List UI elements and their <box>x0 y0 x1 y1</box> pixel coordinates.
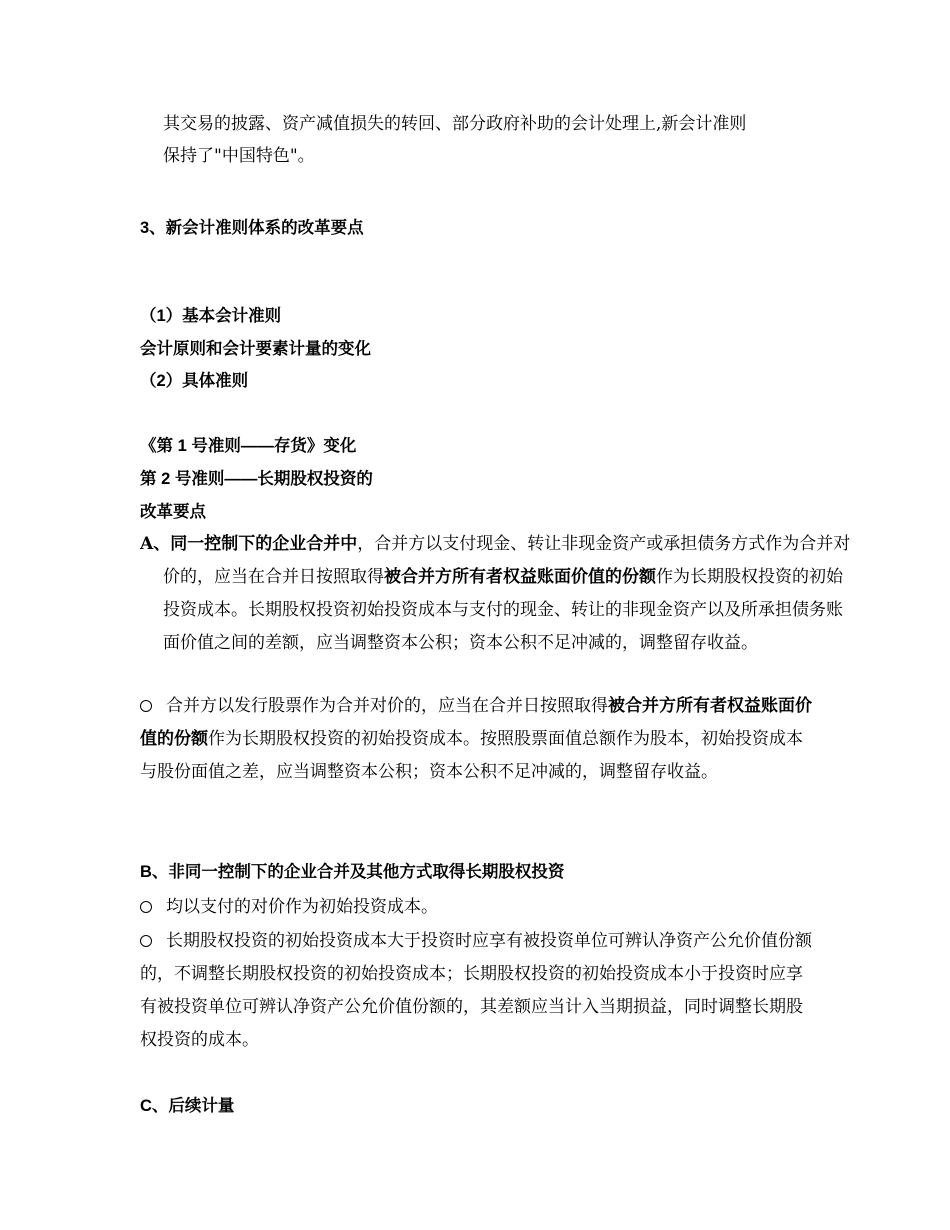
point-b-bullet-2-text: 长期股权投资的初始投资成本大于投资时应享有被投资单位可辨认净资产公允价值份额的，不调整长期股权投资的初始投资成本；长期股权投资的初始投资成本小于投资时应享有被投资单位可辨认净资产公允价值份额的，其差额应当计入当期损益，同时调整长期股权投资的成本。 <box>140 931 812 1050</box>
intro-line-1: 其交易的披露、资产减值损失的转回、部分政府补助的会计处理上,新会计准则 <box>163 114 747 134</box>
point-b-heading: B、非同一控制下的企业合并及其他方式取得长期股权投资 <box>140 863 565 881</box>
intro-line-2: 保持了"中国特色"。 <box>163 146 315 166</box>
circle-bullet-icon <box>140 700 152 712</box>
intro-paragraph <box>163 108 843 172</box>
basic-standard-heading: （1）基本会计准则 <box>140 307 282 325</box>
point-c-heading: C、后续计量 <box>140 1097 235 1115</box>
point-a-paragraph <box>140 528 853 660</box>
point-b-bullet-2 <box>140 925 816 1057</box>
point-a-text-2: 作为长期股权投资的初始投资成本。长期股权投资初始投资成本与支付的现金、转让的非现金资产以及所承担债务账面价值之间的差额，应当调整资本公积；资本公积不足冲减的，调整留存收益。 <box>163 567 843 653</box>
point-a-bullet-text-1: 合并方以发行股票作为合并对价的，应当在合并日按照取得 <box>166 696 608 716</box>
specific-standard-heading: （2）具体准则 <box>140 372 249 390</box>
standard-1-heading: 《第 1 号准则——存货》变化 <box>140 437 357 455</box>
point-a-emphasis: 被合并方所有者权益账面价值的份额 <box>384 567 656 587</box>
circle-bullet-icon <box>140 935 152 947</box>
point-a-bullet-text-2: 作为长期股权投资的初始投资成本。按照股票面值总额作为股本，初始投资成本与股份面值之差，应当调整资本公积；资本公积不足冲减的，调整留存收益。 <box>140 729 803 782</box>
circle-bullet-icon <box>140 901 152 913</box>
point-a-label: A、同一控制下的企业合并中 <box>140 534 358 554</box>
point-a-bullet-paragraph <box>140 690 816 789</box>
point-a-bullet-emphasis: 被合并方所有者权益账面价值的份额 <box>140 696 812 749</box>
point-a-text-1: ，合并方以支付现金、转让非现金资产或承担债务方式作为合并对价的，应当在合并日按照取得 <box>163 534 851 587</box>
section-3-heading: 3、新会计准则体系的改革要点 <box>140 219 364 237</box>
basic-standard-subheading: 会计原则和会计要素计量的变化 <box>140 340 371 358</box>
standard-2-heading-line-1: 第 2 号准则——长期股权投资的 <box>140 470 373 488</box>
point-b-bullet-1-text: 均以支付的对价作为初始投资成本。 <box>166 897 438 917</box>
point-b-bullet-1 <box>140 891 816 923</box>
standard-2-heading-line-2: 改革要点 <box>140 503 206 521</box>
